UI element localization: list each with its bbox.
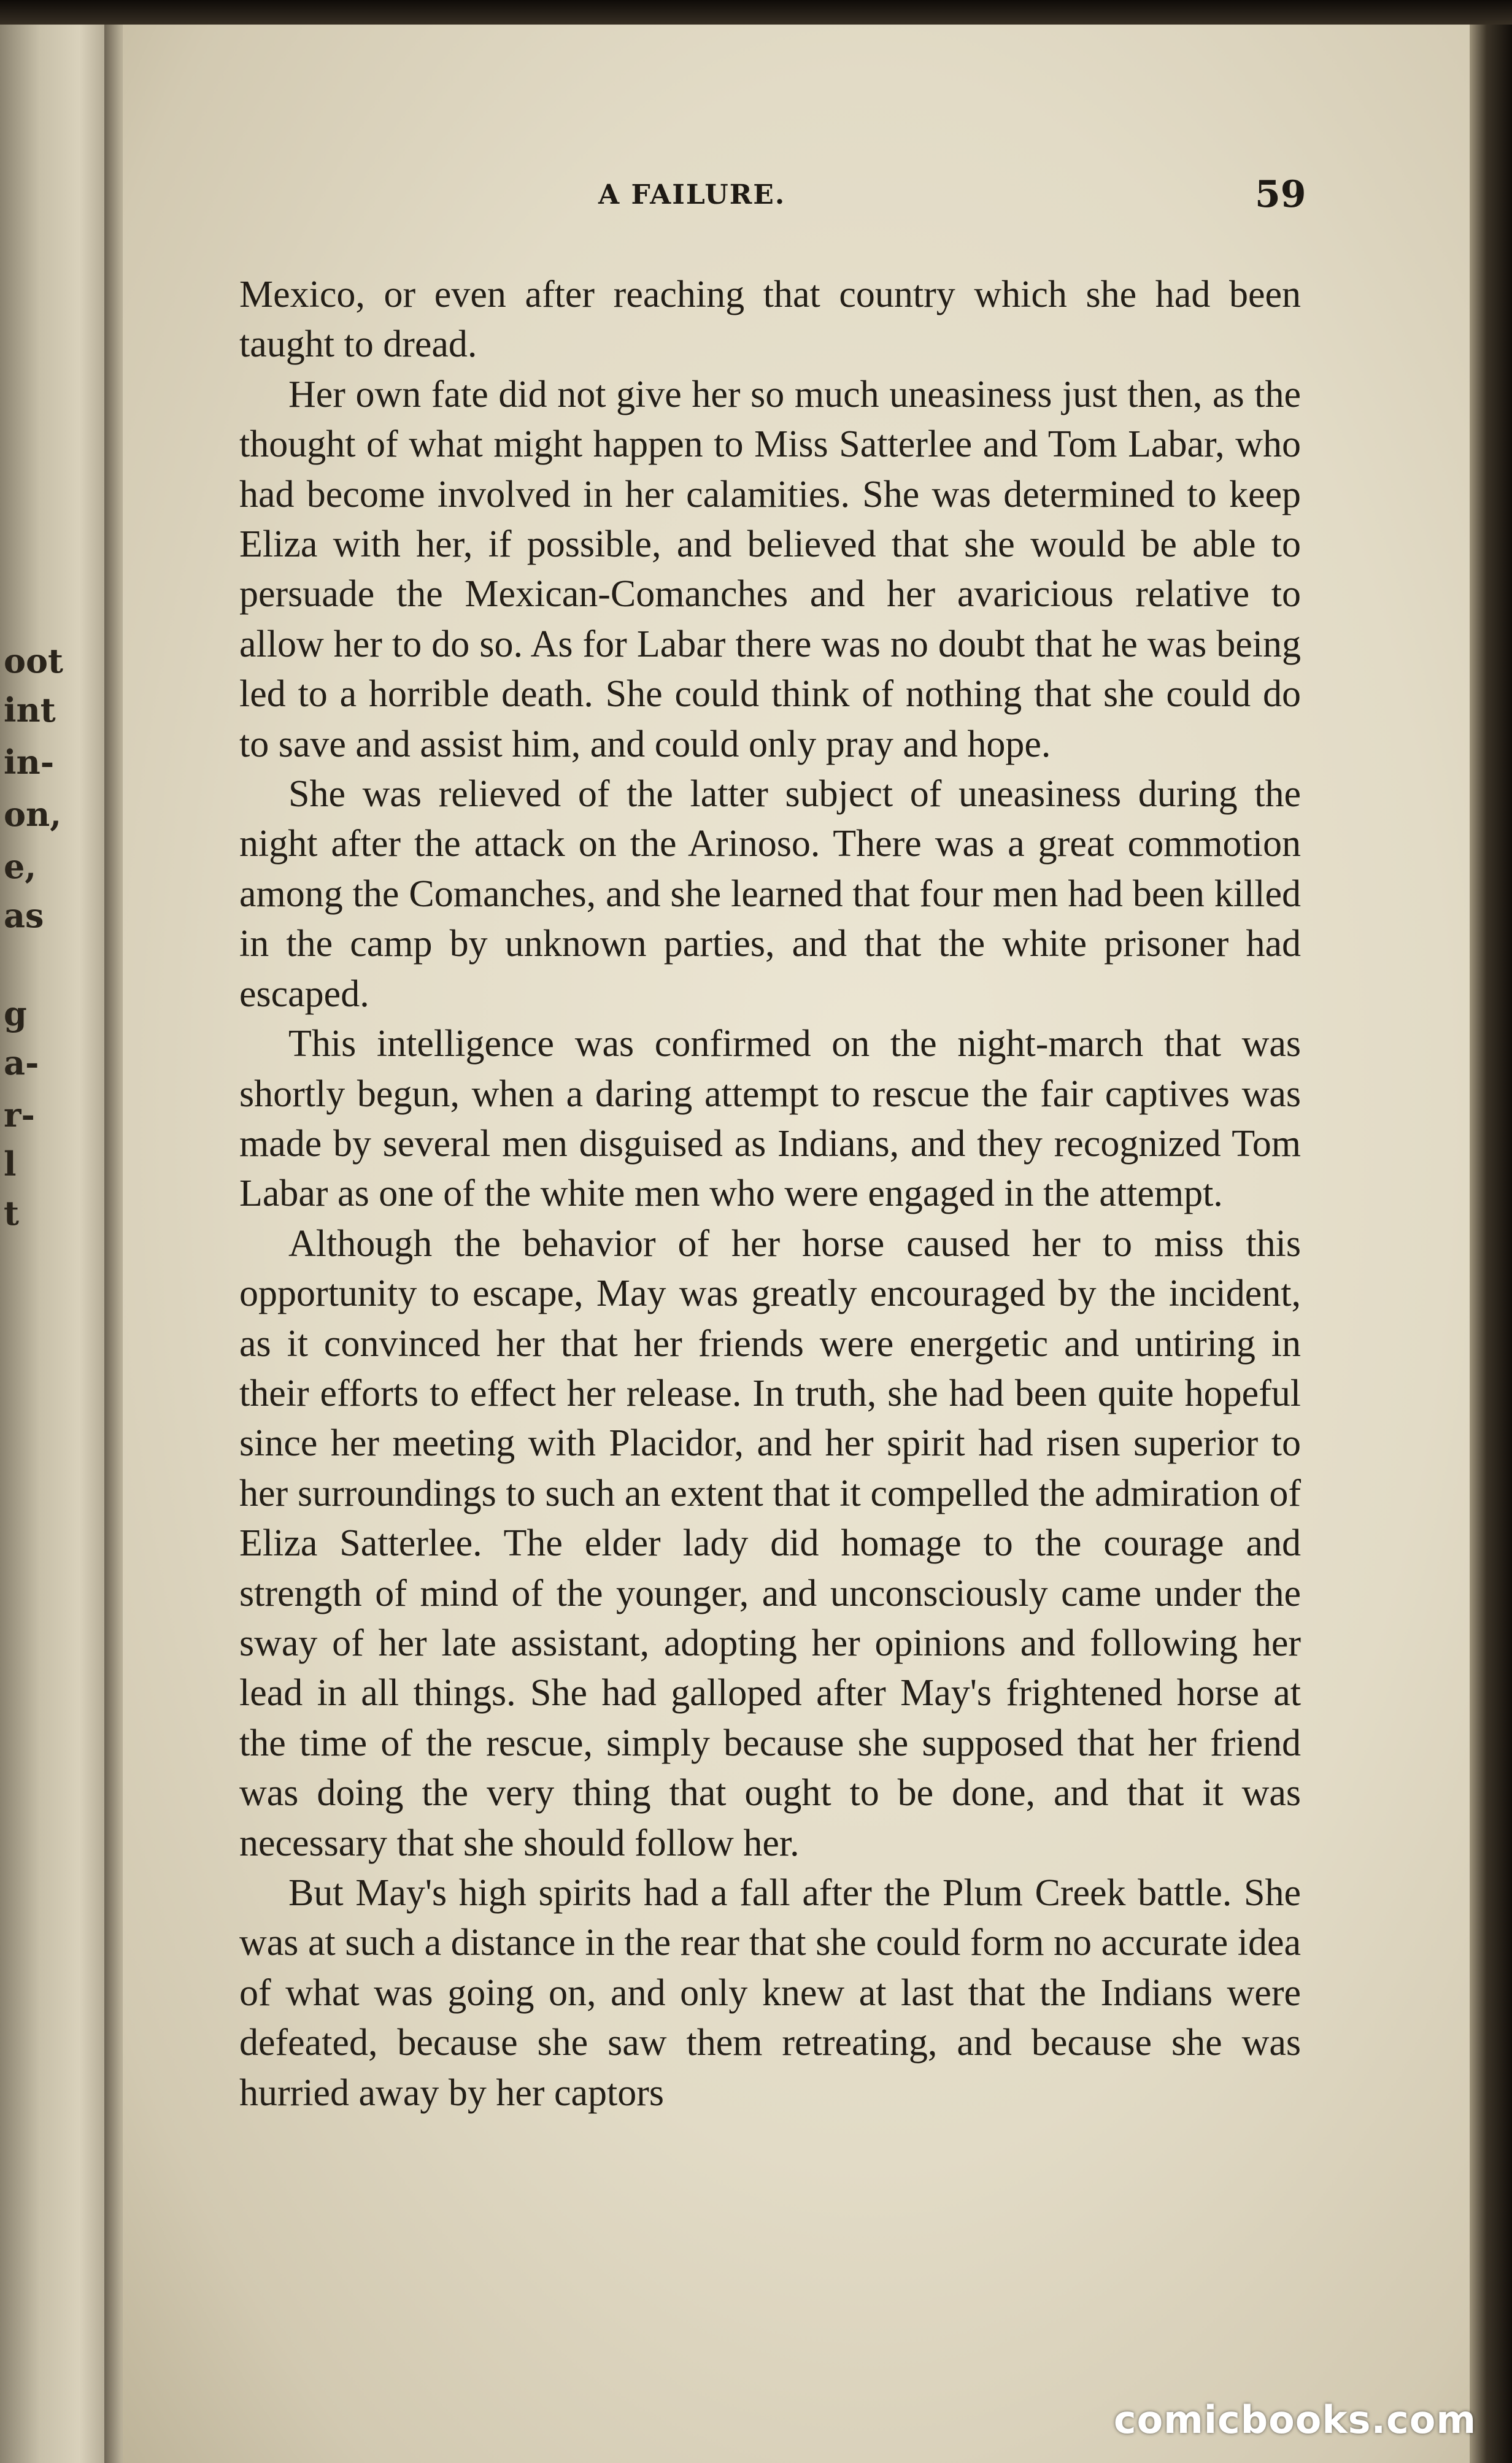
facing-page-fragment: e, <box>4 847 37 886</box>
facing-page-edge <box>0 25 114 2463</box>
facing-page-fragment: int <box>4 690 56 730</box>
page-top-edge <box>0 0 1512 27</box>
facing-page-fragment: on, <box>4 795 62 834</box>
facing-page-fragment: r- <box>4 1095 35 1135</box>
facing-page-fragment: oot <box>4 641 63 680</box>
facing-page-fragment: g <box>4 994 27 1033</box>
facing-page-fragment: l <box>4 1144 17 1184</box>
paragraph: Although the behavior of her horse caused her to miss this opportunity to escape, May was greatly encouraged by the incident, as it convinced her that her friends were energetic and untiring in their efforts to effect her release. In truth, she had been quite hopeful since her meeting with Placidor, and her spirit had risen superior to her surroundings to such an extent that it compelled the admiration of Eliza Satterlee. The elder lady did homage to the courage and strength of mind of the younger, and unconsciously came under the sway of her late assistant, adopting her opinions and following her lead in all things. She had galloped after May's frightened horse at the time of the rescue, simply because she supposed that her friend was doing the very thing that ought to be done, and that it was necessary that she should follow her. <box>239 1222 1301 1864</box>
facing-page-fragment: in- <box>4 742 55 782</box>
page-right-edge <box>1470 25 1512 2463</box>
paragraph: Her own fate did not give her so much uneasiness just then, as the thought of what might happen to Miss Satterlee and Tom Labar, who had become involved in her calamities. She was determined to keep Eliza with her, if possible, and believed that she would be able to persuade the Mexican-Comanches and her avaricious relative to allow her to do so. As for Labar there was no doubt that he was being led to a horrible death. She could think of nothing that she could do to save and assist him, and could only pray and hope. <box>239 373 1301 765</box>
page-number: 59 <box>1255 173 1306 216</box>
body-text <box>239 270 1301 2118</box>
paragraph: Mexico, or even after reaching that country which she had been taught to dread. <box>239 274 1301 366</box>
watermark: comicbooks.com <box>1113 2397 1476 2442</box>
running-head: A FAILURE. <box>598 179 786 210</box>
paragraph: This intelligence was confirmed on the night-march that was shortly begun, when a daring attempt to rescue the fair captives was made by several men disguised as Indians, and they recognized Tom Labar as one of the white men who were engaged in the attempt. <box>239 1023 1301 1215</box>
facing-page-fragment: t <box>4 1193 19 1233</box>
facing-page-fragment: a- <box>4 1043 39 1082</box>
facing-page-fragment: as <box>4 896 44 935</box>
paragraph: She was relieved of the latter subject of uneasiness during the night after the attack on the Arinoso. There was a great commotion among the Comanches, and she learned that four men had been killed in the camp by unknown parties, and that the white prisoner had escaped. <box>239 773 1301 1015</box>
page-header <box>123 173 1479 222</box>
paragraph: But May's high spirits had a fall after the Plum Creek battle. She was at such a distance in the rear that she could form no accurate idea of what was going on, and only knew at last that the Indians were defeated, because she saw them retreating, and because she was hurried away by her captors <box>239 1872 1301 2114</box>
